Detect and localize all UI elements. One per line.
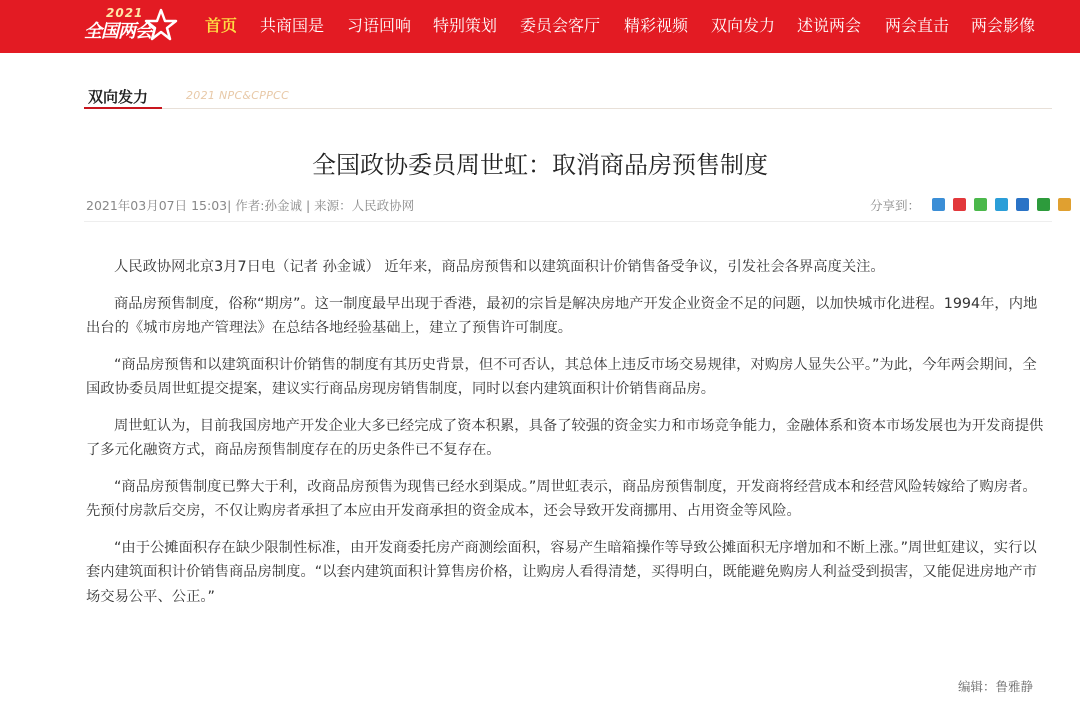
nav-item-home[interactable]: 首页 — [205, 16, 238, 35]
nav-item-zhiji[interactable]: 两会直击 — [885, 16, 950, 35]
nav-item-images[interactable]: 两会影像 — [971, 16, 1036, 35]
logo-text: 全国两会 — [84, 21, 152, 42]
douban-share-icon[interactable] — [1037, 198, 1050, 211]
article-paragraph: 人民政协网北京3月7日电（记者 孙金诚） 近年来，商品房预售和以建筑面积计价销售备受争议，引发社会各界高度关注。 — [114, 259, 885, 275]
nav-item-special[interactable]: 特别策划 — [433, 16, 498, 35]
wechat-share-icon[interactable] — [974, 198, 987, 211]
star-logo-icon — [144, 8, 178, 42]
top-nav-bar — [0, 0, 1080, 53]
editor-credit: 编辑：鲁雅静 — [958, 679, 1034, 694]
nav-item-xiyu[interactable]: 习语回响 — [347, 16, 412, 35]
article-body — [86, 255, 1048, 621]
renren-share-icon[interactable] — [1016, 198, 1029, 211]
share-label: 分享到： — [870, 198, 921, 213]
article-paragraph: “商品房预售和以建筑面积计价销售的制度有其历史背景，但不可否认，其总体上违反市场交易规律，对购房人显失公平。”为此，今年两会期间，全国政协委员周世虹提交提案，建议实行商品房现房销售制度，同时以套内建筑面积计价销售商品房。 — [86, 356, 1037, 397]
nav-item-videos[interactable]: 精彩视频 — [624, 16, 689, 35]
nav-item-member-lounge[interactable]: 委员会客厅 — [520, 16, 601, 35]
section-title-underline — [84, 107, 162, 109]
article-title: 全国政协委员周世虹：取消商品房预售制度 — [312, 151, 768, 179]
section-subtitle: 2021 NPC&CPPCC — [186, 89, 290, 102]
article-paragraph: 周世虹认为，目前我国房地产开发企业大多已经完成了资本积累，具备了较强的资金实力和市场竞争能力，金融体系和资本市场发展也为开发商提供了多元化融资方式，商品房预售制度存在的历史条件已不复存在。 — [86, 417, 1044, 458]
nav-item-shuangxiang[interactable]: 双向发力 — [711, 16, 776, 35]
tencent-weibo-share-icon[interactable] — [995, 198, 1008, 211]
more-share-icon[interactable] — [1058, 198, 1071, 211]
nav-item-gongshang[interactable]: 共商国是 — [260, 16, 325, 35]
logo-year: 2021 — [106, 6, 144, 20]
nav-item-shushuo[interactable]: 述说两会 — [797, 16, 862, 35]
weibo-share-icon[interactable] — [953, 198, 966, 211]
section-divider — [84, 108, 1052, 109]
site-logo[interactable] — [84, 6, 188, 46]
share-bar — [870, 196, 1071, 212]
section-title[interactable]: 双向发力 — [88, 88, 149, 106]
article-paragraph: 商品房预售制度，俗称“期房”。这一制度最早出现于香港，最初的宗旨是解决房地产开发企业资金不足的问题，以加快城市化进程。1994年，内地出台的《城市房地产管理法》在总结各地经验基础上，建立了预售许可制度。 — [86, 295, 1038, 336]
qzone-share-icon[interactable] — [932, 198, 945, 211]
article-meta: 2021年03月07日 15:03| 作者:孙金诚 | 来源：人民政协网 — [86, 198, 415, 213]
article-paragraph: “由于公摊面积存在缺少限制性标准，由开发商委托房产商测绘面积，容易产生暗箱操作等导致公摊面积无序增加和不断上涨。”周世虹建议，实行以套内建筑面积计价销售商品房制度。“以套内建筑面积计算售房价格，让购房人看得清楚，买得明白，既能避免购房人利益受到损害，又能促进房地产市场交易公平、公正。” — [86, 539, 1037, 605]
article-paragraph: “商品房预售制度已弊大于利，改商品房预售为现售已经水到渠成。”周世虹表示，商品房预售制度，开发商将经营成本和经营风险转嫁给了购房者。先预付房款后交房，不仅让购房者承担了本应由开发商承担的资金成本，还会导致开发商挪用、占用资金等风险。 — [86, 478, 1037, 519]
meta-divider — [84, 221, 1052, 222]
